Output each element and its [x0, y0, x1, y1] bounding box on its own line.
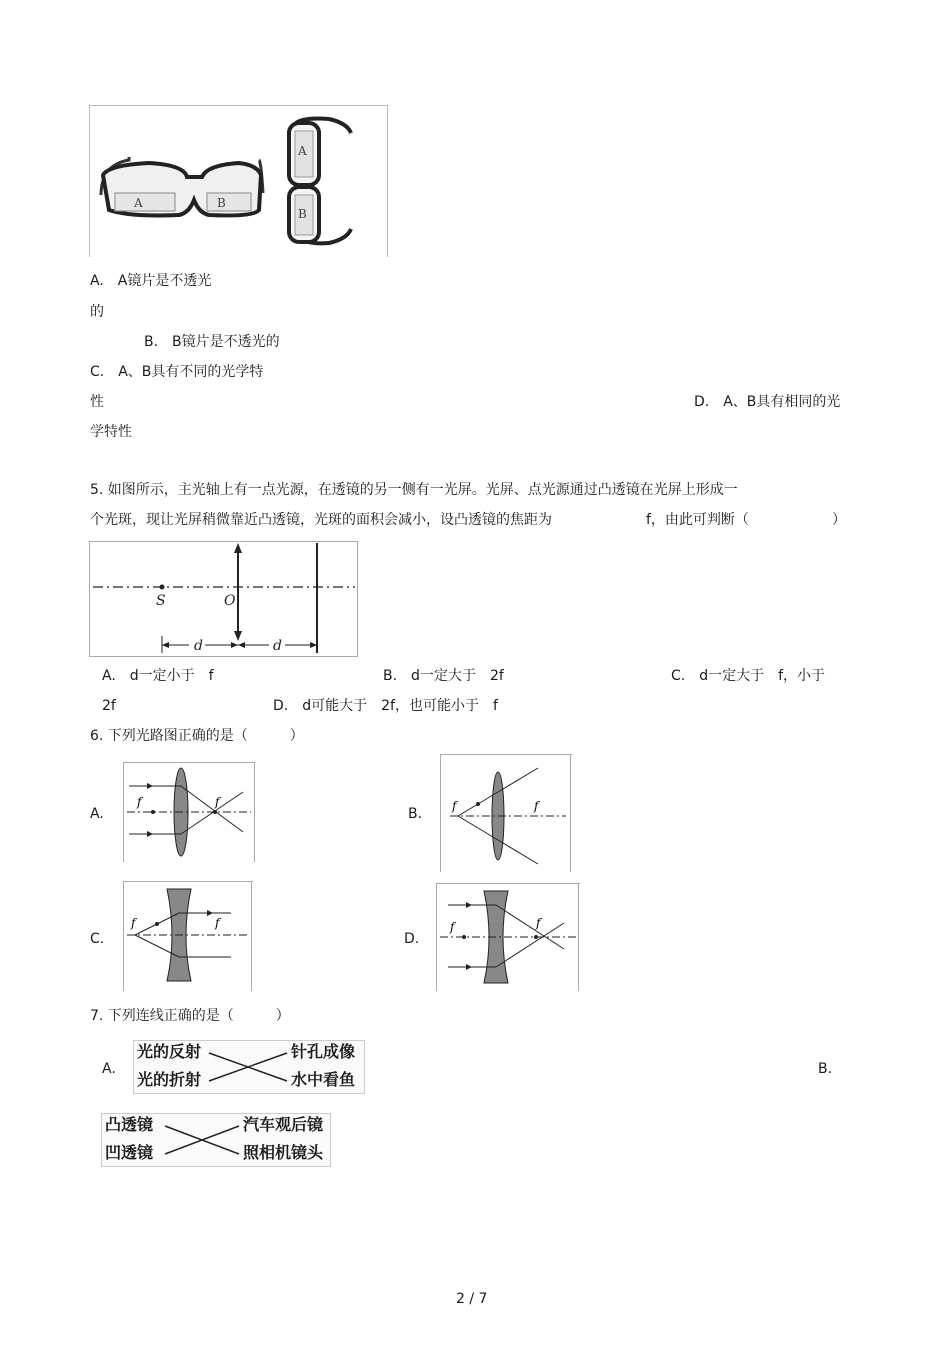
q7-option-a-label[interactable]: A. [102, 1061, 116, 1077]
q4-option-a-line1[interactable]: A. A镜片是不透光 [90, 273, 212, 289]
q6a-focal-left: f [137, 795, 142, 809]
glasses-figure [89, 105, 389, 257]
q4-option-c-line1[interactable]: C. A、B具有不同的光学特 [90, 364, 264, 380]
glasses-label-a: A [134, 196, 143, 210]
q7b-top-right: 汽车观后镜 [243, 1115, 324, 1134]
q6-diagram-b[interactable] [440, 754, 572, 872]
q6-option-d-label[interactable]: D. [404, 931, 420, 947]
q4-option-c-line2: 性 [90, 394, 104, 410]
q7-option-b-label[interactable]: B. [818, 1061, 833, 1077]
q4-option-d-line2: 学特性 [90, 424, 132, 440]
q4-option-b[interactable]: B. B镜片是不透光的 [144, 334, 280, 350]
q6-option-b-label[interactable]: B. [408, 806, 423, 822]
glasses-side-label-b: B [298, 207, 307, 221]
q4-option-d-line1[interactable]: D. A、B具有相同的光 [694, 394, 841, 410]
q6-diagram-a[interactable] [123, 762, 255, 862]
q7b-top-left: 凸透镜 [105, 1115, 154, 1134]
q5-lens-figure [89, 541, 359, 657]
q7b-bottom-right: 照相机镜头 [243, 1143, 324, 1162]
q5-source-label: S [156, 593, 166, 609]
q7a-top-left: 光的反射 [137, 1042, 202, 1061]
q4-option-a-line2: 的 [90, 304, 104, 320]
q7a-bottom-right: 水中看鱼 [291, 1070, 356, 1089]
q5-option-a[interactable]: A. d一定小于 f [102, 668, 214, 684]
q6d-focal-right: f [536, 916, 541, 930]
q5-option-b[interactable]: B. d一定大于 2f [383, 668, 504, 684]
q7a-bottom-left: 光的折射 [137, 1070, 202, 1089]
q6-diagram-c[interactable] [123, 881, 253, 991]
q5-distance-label-1: d [194, 638, 203, 654]
q5-stem-line2b: f，由此可判断（ [646, 512, 749, 528]
q6b-focal-left: f [452, 799, 457, 813]
q6c-focal-right: f [215, 916, 220, 930]
q7-matching-b[interactable] [101, 1113, 331, 1167]
q5-stem-line2c: ） [832, 512, 846, 528]
q6-option-c-label[interactable]: C. [90, 931, 105, 947]
page-number: 2 / 7 [456, 1291, 488, 1307]
q7-stem: 7. 下列连线正确的是（ ） [90, 1008, 290, 1024]
q5-center-label: O [224, 593, 236, 609]
q6-option-a-label[interactable]: A. [90, 806, 104, 822]
q6a-focal-right: f [215, 795, 220, 809]
q5-option-c-line2: 2f [102, 698, 116, 714]
glasses-side-label-a: A [298, 144, 307, 158]
q7-matching-a[interactable] [133, 1040, 365, 1094]
q7a-top-right: 针孔成像 [291, 1042, 356, 1061]
q5-stem-line2a: 个光斑，现让光屏稍微靠近凸透镜，光斑的面积会减小，设凸透镜的焦距为 [90, 512, 552, 528]
glasses-label-b: B [217, 196, 226, 210]
q6-stem: 6. 下列光路图正确的是（ ） [90, 728, 304, 744]
q5-option-c-line1[interactable]: C. d一定大于 f，小于 [671, 668, 826, 684]
q6-diagram-d[interactable] [436, 883, 580, 991]
q5-stem-line1: 5. 如图所示，主光轴上有一点光源，在透镜的另一侧有一光屏。光屏、点光源通过凸透镜在光屏上形成一 [90, 482, 738, 498]
q7b-bottom-left: 凹透镜 [105, 1143, 154, 1162]
q6d-focal-left: f [450, 920, 455, 934]
q5-distance-label-2: d [273, 638, 282, 654]
q5-option-d[interactable]: D. d可能大于 2f，也可能小于 f [273, 698, 498, 714]
q6c-focal-left: f [131, 916, 136, 930]
q6b-focal-right: f [534, 799, 539, 813]
